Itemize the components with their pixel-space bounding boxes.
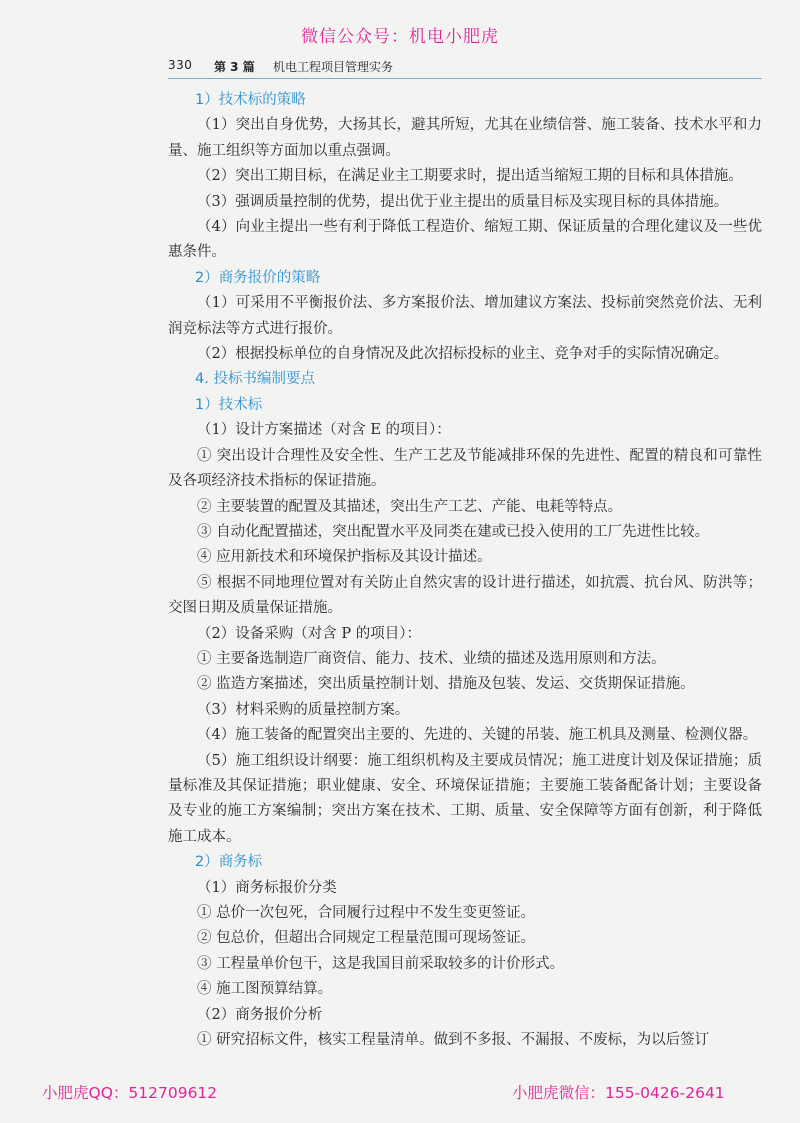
body-paragraph: （2）突出工期目标，在满足业主工期要求时，提出适当缩短工期的目标和具体措施。 bbox=[197, 168, 743, 185]
section-heading: 4. 投标书编制要点 bbox=[195, 371, 315, 388]
book-title: 机电工程项目管理实务 bbox=[273, 60, 394, 74]
body-paragraph: （4）向业主提出一些有利于降低工程造价、缩短工期、保证质量的合理化建议及一些优惠条件。 bbox=[168, 219, 762, 261]
body-paragraph: （3）材料采购的质量控制方案。 bbox=[197, 701, 410, 718]
body-paragraph: （1）设计方案描述（对含 E 的项目）： bbox=[197, 422, 451, 439]
section-heading: 2）商务报价的策略 bbox=[195, 269, 321, 286]
body-paragraph: （1）商务标报价分类 bbox=[197, 879, 337, 896]
watermark-qq: 小肥虎QQ：512709612 bbox=[42, 1084, 218, 1102]
body-paragraph: （4）施工装备的配置突出主要的、先进的、关键的吊装、施工机具及测量、检测仪器。 bbox=[197, 727, 758, 744]
page-header bbox=[168, 56, 762, 79]
body-paragraph: ① 总价一次包死，合同履行过程中不发生变更签证。 bbox=[197, 905, 536, 921]
part-label: 第 3 篇 bbox=[214, 60, 255, 74]
body-paragraph: ① 研究招标文件，核实工程量清单。做到不多报、不漏报、不废标，为以后签订 bbox=[197, 1032, 710, 1049]
page-number: 330 bbox=[168, 58, 193, 72]
body-paragraph: （1）突出自身优势，大扬其长，避其所短，尤其在业绩信誉、施工装备、技术水平和力量、施工组织等方面加以重点强调。 bbox=[168, 117, 762, 159]
page-content bbox=[168, 88, 762, 1053]
body-paragraph: ④ 应用新技术和环境保护指标及其设计描述。 bbox=[197, 549, 492, 566]
body-paragraph: ③ 工程量单价包干，这是我国目前采取较多的计价形式。 bbox=[197, 955, 565, 972]
body-paragraph: ④ 施工图预算结算。 bbox=[197, 981, 333, 998]
watermark-top: 微信公众号：机电小肥虎 bbox=[301, 27, 499, 47]
body-paragraph: ⑤ 根据不同地理位置对有关防止自然灾害的设计进行描述，如抗震、抗台风、防洪等；交图日期及质量保证措施。 bbox=[168, 574, 762, 617]
body-paragraph: （5）施工组织设计纲要：施工组织机构及主要成员情况；施工进度计划及保证措施；质量标准及其保证措施；职业健康、安全、环境保证措施；主要施工装备配备计划；主要设备及专业的施工方案编制；突出方案在技术、工期、质量、安全保障等方面有创新，利于降低施工成本。 bbox=[168, 752, 762, 845]
body-paragraph: ① 主要备选制造厂商资信、能力、技术、业绩的描述及选用原则和方法。 bbox=[197, 650, 666, 667]
body-paragraph: ② 包总价，但超出合同规定工程量范围可现场签证。 bbox=[197, 930, 536, 947]
section-heading: 1）技术标的策略 bbox=[195, 92, 306, 108]
body-paragraph: ② 监造方案描述，突出质量控制计划、措施及包装、发运、交货期保证措施。 bbox=[197, 676, 695, 693]
body-paragraph: （2）商务报价分析 bbox=[197, 1006, 323, 1023]
body-paragraph: （2）根据投标单位的自身情况及此次招标投标的业主、竞争对手的实际情况确定。 bbox=[197, 346, 729, 363]
body-paragraph: ③ 自动化配置描述，突出配置水平及同类在建或已投入使用的工厂先进性比较。 bbox=[197, 523, 710, 540]
body-paragraph: （2）设备采购（对含 P 的项目）： bbox=[197, 625, 421, 642]
body-paragraph: ① 突出设计合理性及安全性、生产工艺及节能减排环保的先进性、配置的精良和可靠性及各项经济技术指标的保证措施。 bbox=[168, 447, 762, 490]
watermark-wechat: 小肥虎微信：155-0426-2641 bbox=[512, 1084, 725, 1102]
section-heading: 1）技术标 bbox=[195, 396, 263, 413]
body-paragraph: （1）可采用不平衡报价法、多方案报价法、增加建议方案法、投标前突然竞价法、无利润竞标法等方式进行报价。 bbox=[168, 295, 762, 337]
body-paragraph: ② 主要装置的配置及其描述，突出生产工艺、产能、电耗等特点。 bbox=[197, 498, 623, 515]
section-heading: 2）商务标 bbox=[195, 854, 263, 871]
body-paragraph: （3）强调质量控制的优势，提出优于业主提出的质量目标及实现目标的具体措施。 bbox=[197, 193, 729, 210]
